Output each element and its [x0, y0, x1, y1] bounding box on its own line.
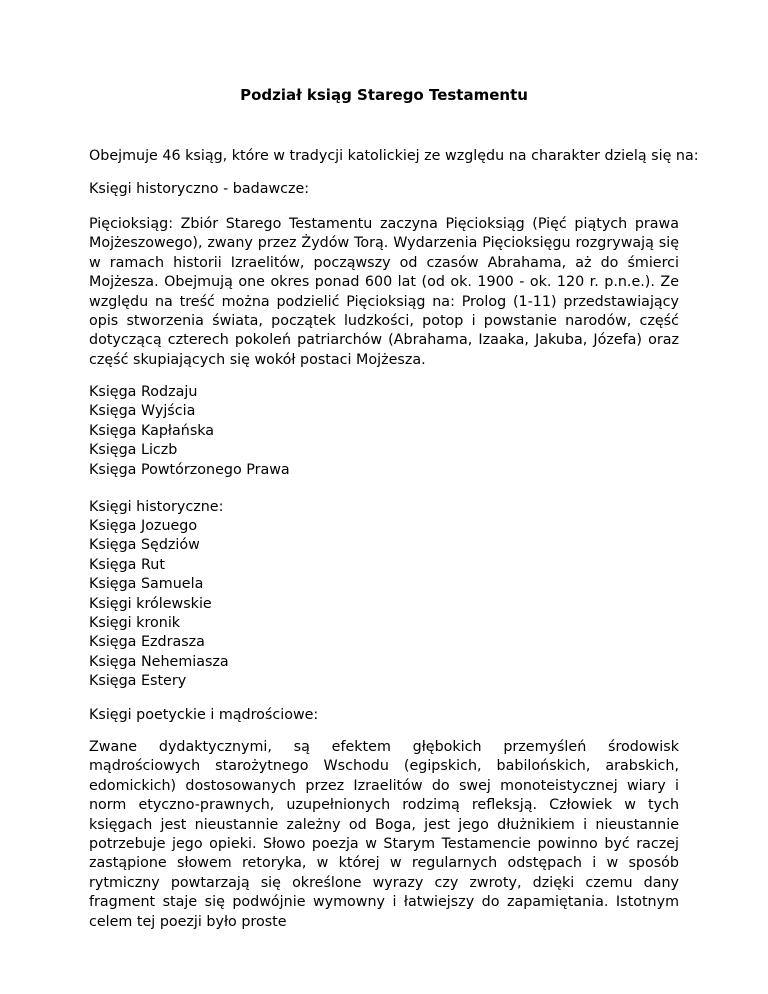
list-item: Księga Nehemiasza: [89, 653, 229, 670]
pentateuch-book-list: [89, 383, 290, 480]
list-item: Księga Estery: [89, 673, 187, 690]
list-item: Księgi królewskie: [89, 595, 212, 612]
list-item: Księga Rut: [89, 556, 165, 573]
section-heading-historical: Księgi historyczne:: [89, 499, 224, 515]
list-item: Księga Ezdrasza: [89, 634, 205, 651]
list-item: Księgi kronik: [89, 614, 181, 631]
list-item: Księga Wyjścia: [89, 403, 196, 420]
pentateuch-paragraph: Pięcioksiąg: Zbiór Starego Testamentu zaczyna Pięcioksiąg (Pięć piątych prawa Mojżeszowego), zwany przez Żydów Torą. Wydarzenia Pięcioksięgu rozgrywają się w ramach historii Izraelitów, począwszy od czasów Abrahama, aż do śmierci Mojżesza. Obejmują one okres ponad 600 lat (od ok. 1900 - ok. 120 r. p.n.e.). Ze względu na treść można podzielić Pięcioksiąg na: Prolog (1-11) przedstawiający opis stworzenia świata, początek ludzkości, potop i powstanie narodów, część dotyczącą czterech pokoleń patriarchów (Abrahama, Izaaka, Jakuba, Józefa) oraz część skupiających się wokół postaci Mojżesza.: [89, 216, 679, 368]
list-item: Księga Kapłańska: [89, 422, 215, 439]
list-item: Księga Rodzaju: [89, 384, 198, 400]
list-item: Księga Sędziów: [89, 537, 200, 554]
poetic-paragraph: Zwane dydaktycznymi, są efektem głębokich przemyśleń środowisk mądrościowych starożytnego Wschodu (egipskich, babilońskich, arabskich, edomickich) dostosowanych przez Izraelitów do swej monoteistycznej wiary i norm etyczno-prawnych, uzupełnionych rodzimą refleksją. Człowiek w tych księgach jest nieustannie zależny od Boga, jest jego dłużnikiem i nieustannie potrzebuje jego opieki. Słowo poezja w Starym Testamencie powinno być raczej zastąpione słowem retoryka, w której w regularnych odstępach i w sposób rytmiczny powtarzają się określone wyrazy czy zwroty, dzięki czemu dany fragment staje się podwójnie wymowny i łatwiejszy do zapamiętania. Istotnym celem tej poezji było proste: [89, 739, 679, 930]
list-item: Księga Powtórzonego Prawa: [89, 461, 290, 478]
section-heading-historical-research: Księgi historyczno - badawcze:: [89, 181, 310, 197]
intro-paragraph: Obejmuje 46 ksiąg, które w tradycji katolickiej ze względu na charakter dzielą się na:: [89, 148, 699, 164]
section-heading-poetic: Księgi poetyckie i mądrościowe:: [89, 707, 319, 723]
list-item: Księga Jozuego: [89, 518, 198, 534]
list-item: Księga Liczb: [89, 442, 178, 459]
list-item: Księga Samuela: [89, 576, 204, 593]
historical-book-list: [89, 517, 229, 692]
document-title: Podział ksiąg Starego Testamentu: [240, 86, 528, 104]
